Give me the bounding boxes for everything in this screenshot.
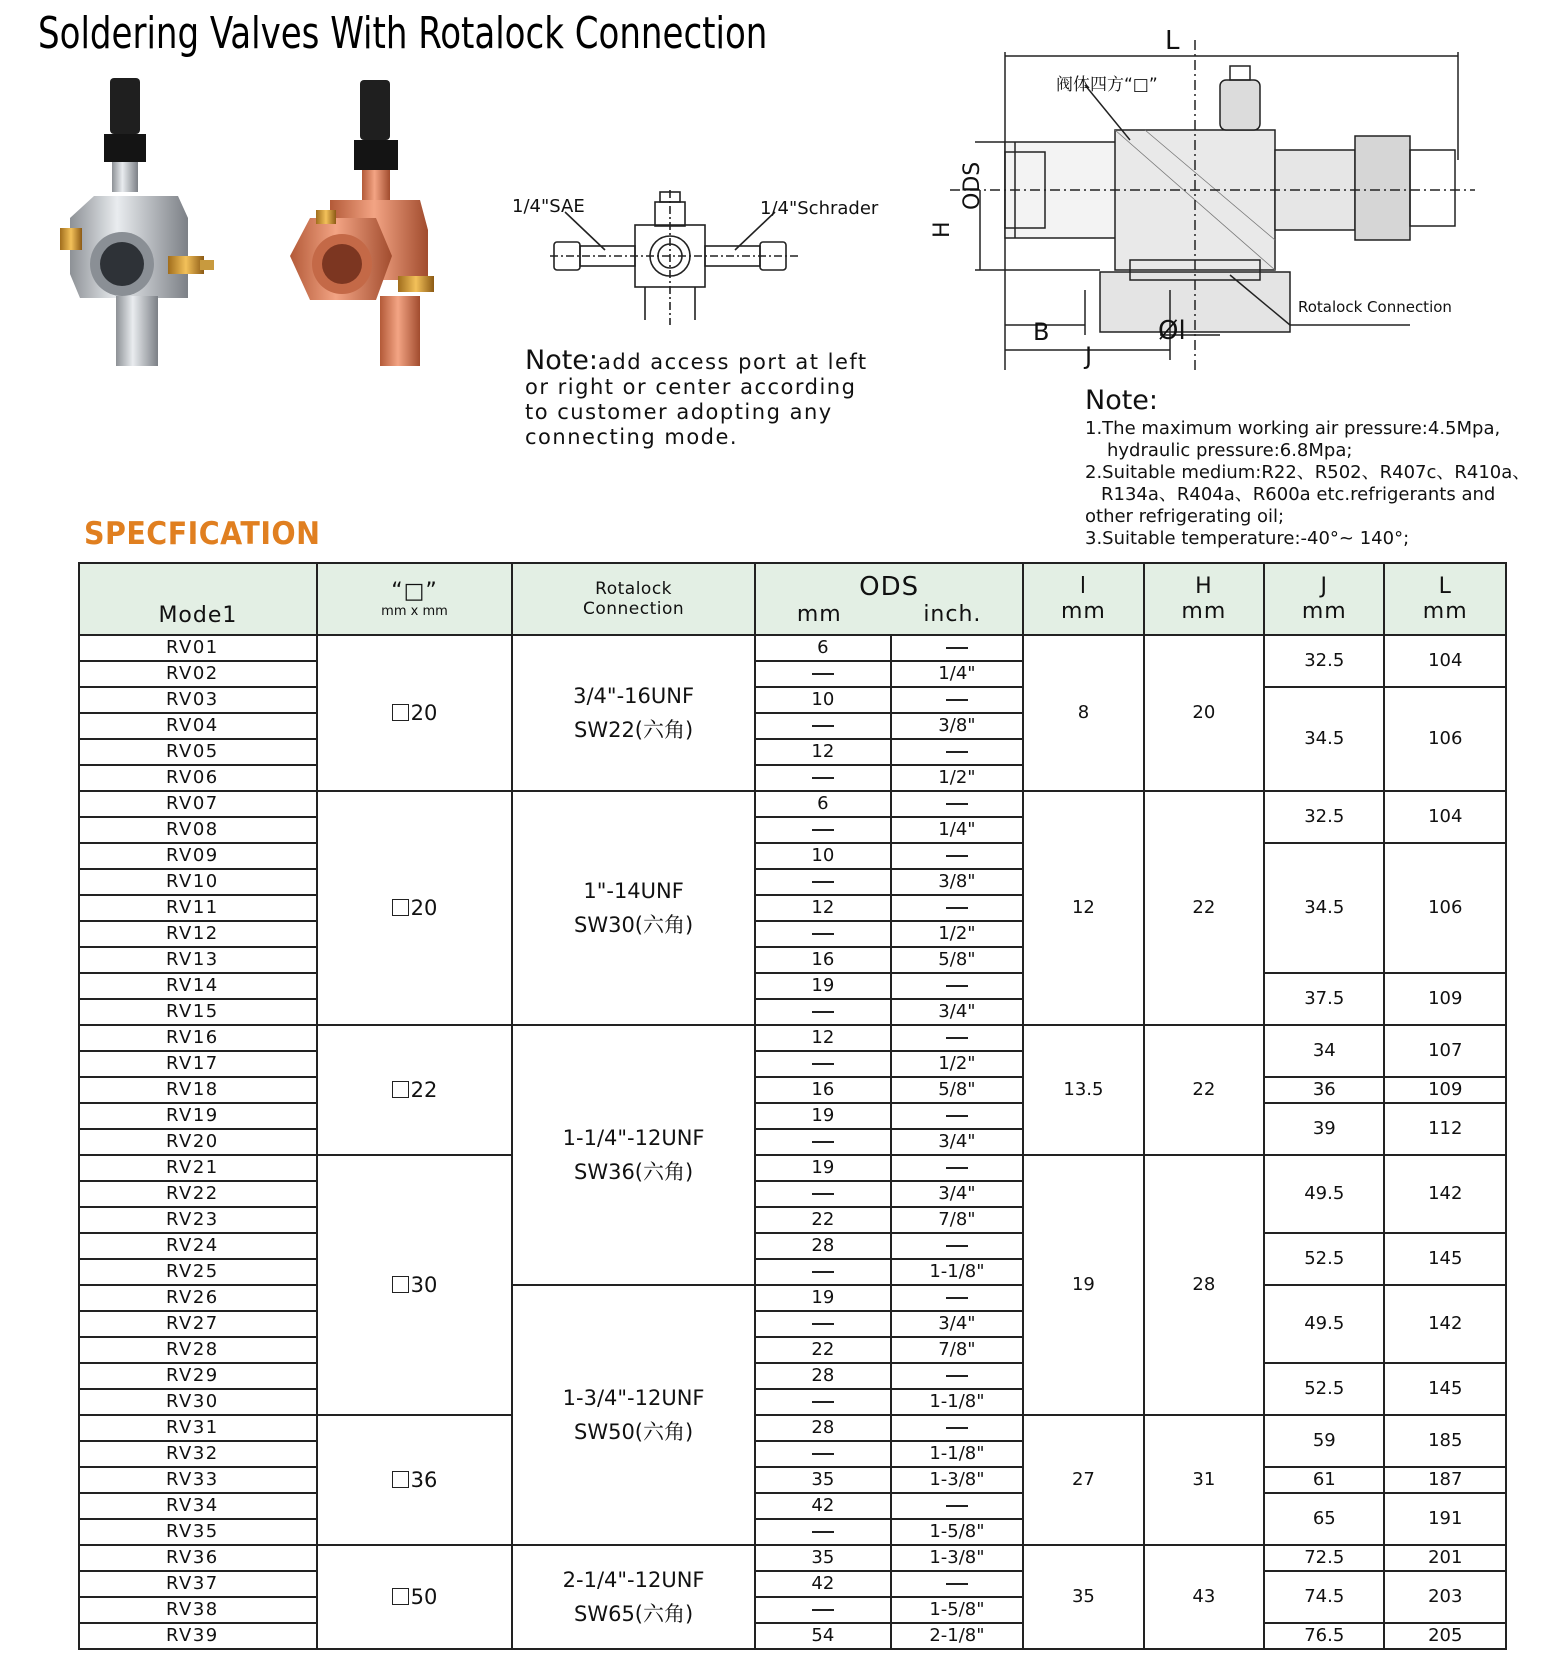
dash-mark	[812, 1401, 834, 1403]
table-row	[79, 1415, 1506, 1441]
model-cell: RV19	[79, 1103, 317, 1129]
L-value-cell: 112	[1384, 1103, 1506, 1155]
table-row	[79, 635, 1506, 661]
h-value-cell: 22	[1144, 791, 1264, 1025]
note-right-line-2: hydraulic pressure:6.8Mpa;	[1107, 440, 1353, 461]
model-cell: RV18	[79, 1077, 317, 1103]
model-cell: RV31	[79, 1415, 317, 1441]
model-cell: RV24	[79, 1233, 317, 1259]
ods-mm-cell	[755, 1259, 891, 1285]
L-value-cell: 109	[1384, 1077, 1506, 1103]
ods-mm-cell: 6	[755, 635, 891, 661]
specification-table	[78, 562, 1507, 1650]
square-size-cell	[317, 635, 512, 791]
dash-mark	[946, 1297, 968, 1299]
dash-mark	[812, 1063, 834, 1065]
j-value-cell: 72.5	[1264, 1545, 1384, 1571]
square-icon	[392, 899, 409, 916]
table-row	[79, 843, 1506, 869]
ods-mm-cell	[755, 765, 891, 791]
ods-inch-cell: 1/4"	[891, 661, 1024, 687]
j-value-cell: 76.5	[1264, 1623, 1384, 1649]
j-value-cell: 37.5	[1264, 973, 1384, 1025]
table-row	[79, 791, 1506, 817]
rotalock-connection-cell	[512, 1285, 755, 1545]
l-value-cell: 19	[1023, 1155, 1143, 1415]
square-size-cell	[317, 791, 512, 1025]
ods-mm-cell: 28	[755, 1415, 891, 1441]
square-size-cell	[317, 1415, 512, 1545]
table-row	[79, 1493, 1506, 1519]
ods-inch-cell: 1/2"	[891, 921, 1024, 947]
l-value-cell: 35	[1023, 1545, 1143, 1649]
rotalock-spec-line: SW30(六角)	[573, 913, 694, 937]
ods-mm-cell	[755, 921, 891, 947]
dash-mark	[812, 1011, 834, 1013]
square-icon	[392, 1588, 409, 1605]
ods-mm-cell: 42	[755, 1571, 891, 1597]
dash-mark	[812, 777, 834, 779]
model-cell: RV35	[79, 1519, 317, 1545]
ods-inch-cell	[891, 1415, 1024, 1441]
dash-mark	[812, 1323, 834, 1325]
page-title: Soldering Valves With Rotalock Connection	[38, 8, 768, 59]
square-size-value: 20	[410, 701, 438, 725]
table-row	[79, 1623, 1506, 1649]
dash-mark	[812, 933, 834, 935]
note-right-line-3: 2.Suitable medium:R22、R502、R407c、R410a、	[1085, 462, 1531, 483]
ods-inch-cell: 3/4"	[891, 1311, 1024, 1337]
j-value-cell: 36	[1264, 1077, 1384, 1103]
L-value-cell: 201	[1384, 1545, 1506, 1571]
L-value-cell: 104	[1384, 635, 1506, 687]
dash-mark	[812, 725, 834, 727]
dash-mark	[946, 647, 968, 649]
ods-inch-cell: 7/8"	[891, 1207, 1024, 1233]
model-cell: RV12	[79, 921, 317, 947]
dash-mark	[812, 673, 834, 675]
schrader-port-label: 1/4"Schrader	[760, 198, 879, 219]
ods-mm-cell: 19	[755, 1155, 891, 1181]
ods-inch-cell: 3/8"	[891, 869, 1024, 895]
note-right-line-4: R134a、R404a、R600a etc.refrigerants and	[1101, 484, 1496, 505]
header-L: L mm	[1384, 563, 1506, 635]
j-value-cell: 34	[1264, 1025, 1384, 1077]
table-header-row	[79, 563, 1506, 635]
ods-mm-cell: 6	[755, 791, 891, 817]
square-icon	[392, 704, 409, 721]
table-row	[79, 1155, 1506, 1181]
l-value-cell: 12	[1023, 791, 1143, 1025]
dim-ODS-label: ODS	[960, 161, 985, 210]
ods-mm-cell: 28	[755, 1363, 891, 1389]
square-size-value: 50	[410, 1585, 438, 1609]
ods-mm-cell: 35	[755, 1545, 891, 1571]
square-size-cell	[317, 1025, 512, 1155]
ods-inch-cell	[891, 1493, 1024, 1519]
model-cell: RV21	[79, 1155, 317, 1181]
rotalock-connection-cell	[512, 1025, 755, 1285]
dash-mark	[946, 907, 968, 909]
ods-inch-cell: 1-1/8"	[891, 1441, 1024, 1467]
l-value-cell: 27	[1023, 1415, 1143, 1545]
rotalock-connection-cell	[512, 791, 755, 1025]
note-left-line-1: add access port at left	[598, 350, 868, 374]
rotalock-connection-cell	[512, 1545, 755, 1649]
j-value-cell: 34.5	[1264, 843, 1384, 973]
table-row	[79, 1571, 1506, 1597]
ods-mm-cell	[755, 869, 891, 895]
dash-mark	[812, 1271, 834, 1273]
ods-inch-cell	[891, 1571, 1024, 1597]
L-value-cell: 106	[1384, 687, 1506, 791]
square-icon	[392, 1081, 409, 1098]
ods-inch-cell: 5/8"	[891, 1077, 1024, 1103]
ods-mm-cell	[755, 1389, 891, 1415]
ods-mm-cell: 19	[755, 1103, 891, 1129]
dash-mark	[946, 855, 968, 857]
sae-port-label: 1/4"SAE	[512, 196, 585, 217]
dash-mark	[946, 751, 968, 753]
model-cell: RV16	[79, 1025, 317, 1051]
L-value-cell: 187	[1384, 1467, 1506, 1493]
ods-inch-cell: 3/4"	[891, 1129, 1024, 1155]
square-size-value: 22	[410, 1078, 438, 1102]
model-cell: RV07	[79, 791, 317, 817]
square-icon	[392, 1276, 409, 1293]
model-cell: RV13	[79, 947, 317, 973]
ods-mm-cell: 19	[755, 973, 891, 999]
model-cell: RV11	[79, 895, 317, 921]
ods-mm-cell: 12	[755, 1025, 891, 1051]
ods-inch-cell: 1-3/8"	[891, 1467, 1024, 1493]
note-right-head: Note:	[1085, 385, 1159, 416]
ods-mm-cell	[755, 1597, 891, 1623]
model-cell: RV15	[79, 999, 317, 1025]
rotalock-spec-line: SW50(六角)	[573, 1420, 694, 1444]
model-cell: RV02	[79, 661, 317, 687]
j-value-cell: 59	[1264, 1415, 1384, 1467]
model-cell: RV14	[79, 973, 317, 999]
table-row	[79, 973, 1506, 999]
h-value-cell: 28	[1144, 1155, 1264, 1415]
model-cell: RV28	[79, 1337, 317, 1363]
l-value-cell: 8	[1023, 635, 1143, 791]
L-value-cell: 106	[1384, 843, 1506, 973]
body-square-label: 阀体四方“□”	[1056, 75, 1158, 95]
h-value-cell: 22	[1144, 1025, 1264, 1155]
ods-inch-cell	[891, 1233, 1024, 1259]
ods-mm-cell: 10	[755, 687, 891, 713]
ods-inch-cell: 3/8"	[891, 713, 1024, 739]
square-size-cell	[317, 1155, 512, 1415]
header-j: J mm	[1264, 563, 1384, 635]
model-cell: RV01	[79, 635, 317, 661]
header-model: Mode1	[79, 563, 317, 635]
table-row	[79, 1545, 1506, 1571]
L-value-cell: 145	[1384, 1233, 1506, 1285]
silver-valve-photo	[60, 78, 220, 370]
note-left-head: Note:	[525, 345, 599, 376]
note-left-line-3: to customer adopting any	[525, 400, 833, 424]
specification-note	[1085, 385, 1531, 550]
h-value-cell: 43	[1144, 1545, 1264, 1649]
model-cell: RV10	[79, 869, 317, 895]
table-row	[79, 1363, 1506, 1389]
ods-inch-cell	[891, 1285, 1024, 1311]
rotalock-connection-label: Rotalock Connection	[1298, 298, 1452, 316]
L-value-cell: 203	[1384, 1571, 1506, 1623]
ods-mm-cell	[755, 661, 891, 687]
ods-inch-cell: 1/4"	[891, 817, 1024, 843]
model-cell: RV06	[79, 765, 317, 791]
dim-B-label: B	[1033, 318, 1050, 346]
dim-J-label: J	[1085, 342, 1093, 370]
model-cell: RV36	[79, 1545, 317, 1571]
dash-mark	[946, 1167, 968, 1169]
ods-inch-cell: 5/8"	[891, 947, 1024, 973]
model-cell: RV38	[79, 1597, 317, 1623]
header-ods: ODS mm inch.	[755, 563, 1023, 635]
note-left-line-4: connecting mode.	[525, 425, 739, 449]
square-icon	[392, 1471, 409, 1488]
ods-mm-cell: 16	[755, 1077, 891, 1103]
j-value-cell: 61	[1264, 1467, 1384, 1493]
rotalock-spec-line: SW65(六角)	[573, 1602, 694, 1626]
rotalock-spec-line: 2-1/4"-12UNF	[562, 1568, 705, 1592]
j-value-cell: 52.5	[1264, 1363, 1384, 1415]
h-value-cell: 20	[1144, 635, 1264, 791]
rotalock-spec-line: 1-1/4"-12UNF	[562, 1126, 705, 1150]
rotalock-spec-line: SW22(六角)	[573, 718, 694, 742]
copper-valve-photo	[280, 80, 450, 372]
square-size-value: 30	[410, 1273, 438, 1297]
table-row	[79, 1467, 1506, 1493]
model-cell: RV26	[79, 1285, 317, 1311]
ods-mm-cell	[755, 1051, 891, 1077]
note-right-line-5: other refrigerating oil;	[1085, 506, 1285, 527]
j-value-cell: 49.5	[1264, 1155, 1384, 1233]
dash-mark	[812, 881, 834, 883]
dash-mark	[946, 803, 968, 805]
ods-inch-cell	[891, 687, 1024, 713]
ods-inch-cell: 1-1/8"	[891, 1389, 1024, 1415]
ods-inch-cell	[891, 1103, 1024, 1129]
model-cell: RV32	[79, 1441, 317, 1467]
ods-inch-cell: 1-1/8"	[891, 1259, 1024, 1285]
dash-mark	[812, 1141, 834, 1143]
L-value-cell: 191	[1384, 1493, 1506, 1545]
j-value-cell: 39	[1264, 1103, 1384, 1155]
L-value-cell: 107	[1384, 1025, 1506, 1077]
l-value-cell: 13.5	[1023, 1025, 1143, 1155]
L-value-cell: 145	[1384, 1363, 1506, 1415]
model-cell: RV39	[79, 1623, 317, 1649]
ods-mm-cell	[755, 1181, 891, 1207]
ods-mm-cell: 10	[755, 843, 891, 869]
model-cell: RV23	[79, 1207, 317, 1233]
table-row	[79, 1233, 1506, 1259]
model-cell: RV17	[79, 1051, 317, 1077]
ods-inch-cell: 2-1/8"	[891, 1623, 1024, 1649]
ods-inch-cell: 1/2"	[891, 1051, 1024, 1077]
ods-inch-cell	[891, 635, 1024, 661]
ods-mm-cell: 28	[755, 1233, 891, 1259]
ods-inch-cell	[891, 895, 1024, 921]
access-port-note	[525, 345, 868, 450]
table-row	[79, 687, 1506, 713]
ods-inch-cell	[891, 973, 1024, 999]
ods-mm-cell	[755, 999, 891, 1025]
ods-inch-cell: 1-3/8"	[891, 1545, 1024, 1571]
j-value-cell: 32.5	[1264, 635, 1384, 687]
note-right-line-6: 3.Suitable temperature:-40°~ 140°;	[1085, 528, 1410, 549]
rotalock-spec-line: 3/4"-16UNF	[573, 684, 695, 708]
ods-inch-cell	[891, 1155, 1024, 1181]
square-size-value: 36	[410, 1468, 438, 1492]
ods-mm-cell: 42	[755, 1493, 891, 1519]
dim-L-label: L	[1165, 26, 1180, 56]
j-value-cell: 52.5	[1264, 1233, 1384, 1285]
j-value-cell: 65	[1264, 1493, 1384, 1545]
dash-mark	[946, 1115, 968, 1117]
dash-mark	[946, 1037, 968, 1039]
square-size-value: 20	[410, 896, 438, 920]
specification-heading: SPECFICATION	[84, 516, 321, 552]
dash-mark	[812, 1531, 834, 1533]
j-value-cell: 74.5	[1264, 1571, 1384, 1623]
dash-mark	[946, 1505, 968, 1507]
ods-mm-cell	[755, 1311, 891, 1337]
h-value-cell: 31	[1144, 1415, 1264, 1545]
rotalock-spec-line: SW36(六角)	[573, 1160, 694, 1184]
dash-mark	[946, 1427, 968, 1429]
j-value-cell: 49.5	[1264, 1285, 1384, 1363]
ods-inch-cell	[891, 1025, 1024, 1051]
L-value-cell: 205	[1384, 1623, 1506, 1649]
header-h: H mm	[1144, 563, 1264, 635]
j-value-cell: 32.5	[1264, 791, 1384, 843]
dash-mark	[946, 985, 968, 987]
table-row	[79, 1285, 1506, 1311]
rotalock-spec-line: 1"-14UNF	[583, 879, 684, 903]
L-value-cell: 109	[1384, 973, 1506, 1025]
ods-mm-cell: 19	[755, 1285, 891, 1311]
ods-inch-cell: 7/8"	[891, 1337, 1024, 1363]
model-cell: RV09	[79, 843, 317, 869]
ods-mm-cell: 12	[755, 739, 891, 765]
dash-mark	[946, 1375, 968, 1377]
model-cell: RV37	[79, 1571, 317, 1597]
model-cell: RV03	[79, 687, 317, 713]
ods-inch-cell	[891, 1363, 1024, 1389]
ods-inch-cell: 1-5/8"	[891, 1597, 1024, 1623]
dash-mark	[946, 1245, 968, 1247]
ods-inch-cell	[891, 791, 1024, 817]
L-value-cell: 185	[1384, 1415, 1506, 1467]
j-value-cell: 34.5	[1264, 687, 1384, 791]
square-size-cell	[317, 1545, 512, 1649]
header-square: “□” mm x mm	[317, 563, 512, 635]
ods-mm-cell	[755, 1441, 891, 1467]
model-cell: RV04	[79, 713, 317, 739]
ods-mm-cell	[755, 1129, 891, 1155]
model-cell: RV25	[79, 1259, 317, 1285]
ods-mm-cell: 22	[755, 1337, 891, 1363]
ods-mm-cell: 22	[755, 1207, 891, 1233]
L-value-cell: 142	[1384, 1285, 1506, 1363]
note-left-line-2: or right or center according	[525, 375, 857, 399]
header-rotalock: Rotalock Connection	[512, 563, 755, 635]
ods-mm-cell	[755, 1519, 891, 1545]
model-cell: RV33	[79, 1467, 317, 1493]
ods-mm-cell: 35	[755, 1467, 891, 1493]
rotalock-connection-cell	[512, 635, 755, 791]
ods-inch-cell: 1-5/8"	[891, 1519, 1024, 1545]
dash-mark	[946, 699, 968, 701]
L-value-cell: 142	[1384, 1155, 1506, 1233]
ods-inch-cell: 3/4"	[891, 1181, 1024, 1207]
ods-inch-cell: 1/2"	[891, 765, 1024, 791]
model-cell: RV22	[79, 1181, 317, 1207]
dim-H-label: H	[930, 221, 955, 238]
dash-mark	[946, 1583, 968, 1585]
ods-inch-cell: 3/4"	[891, 999, 1024, 1025]
model-cell: RV34	[79, 1493, 317, 1519]
model-cell: RV05	[79, 739, 317, 765]
ods-mm-cell	[755, 817, 891, 843]
model-cell: RV30	[79, 1389, 317, 1415]
model-cell: RV08	[79, 817, 317, 843]
table-row	[79, 1077, 1506, 1103]
L-value-cell: 104	[1384, 791, 1506, 843]
dash-mark	[812, 1193, 834, 1195]
rotalock-spec-line: 1-3/4"-12UNF	[562, 1386, 705, 1410]
ods-mm-cell: 12	[755, 895, 891, 921]
model-cell: RV29	[79, 1363, 317, 1389]
ods-mm-cell: 54	[755, 1623, 891, 1649]
ods-inch-cell	[891, 843, 1024, 869]
dash-mark	[812, 829, 834, 831]
model-cell: RV20	[79, 1129, 317, 1155]
dim-l-label: Øl	[1158, 316, 1186, 346]
header-l: l mm	[1023, 563, 1143, 635]
ods-inch-cell	[891, 739, 1024, 765]
table-row	[79, 1025, 1506, 1051]
ods-mm-cell	[755, 713, 891, 739]
valve-section-drawing	[930, 40, 1480, 380]
ods-mm-cell: 16	[755, 947, 891, 973]
dash-mark	[812, 1609, 834, 1611]
model-cell: RV27	[79, 1311, 317, 1337]
table-row	[79, 1103, 1506, 1129]
note-right-line-1: 1.The maximum working air pressure:4.5Mpa,	[1085, 418, 1501, 439]
dash-mark	[812, 1453, 834, 1455]
